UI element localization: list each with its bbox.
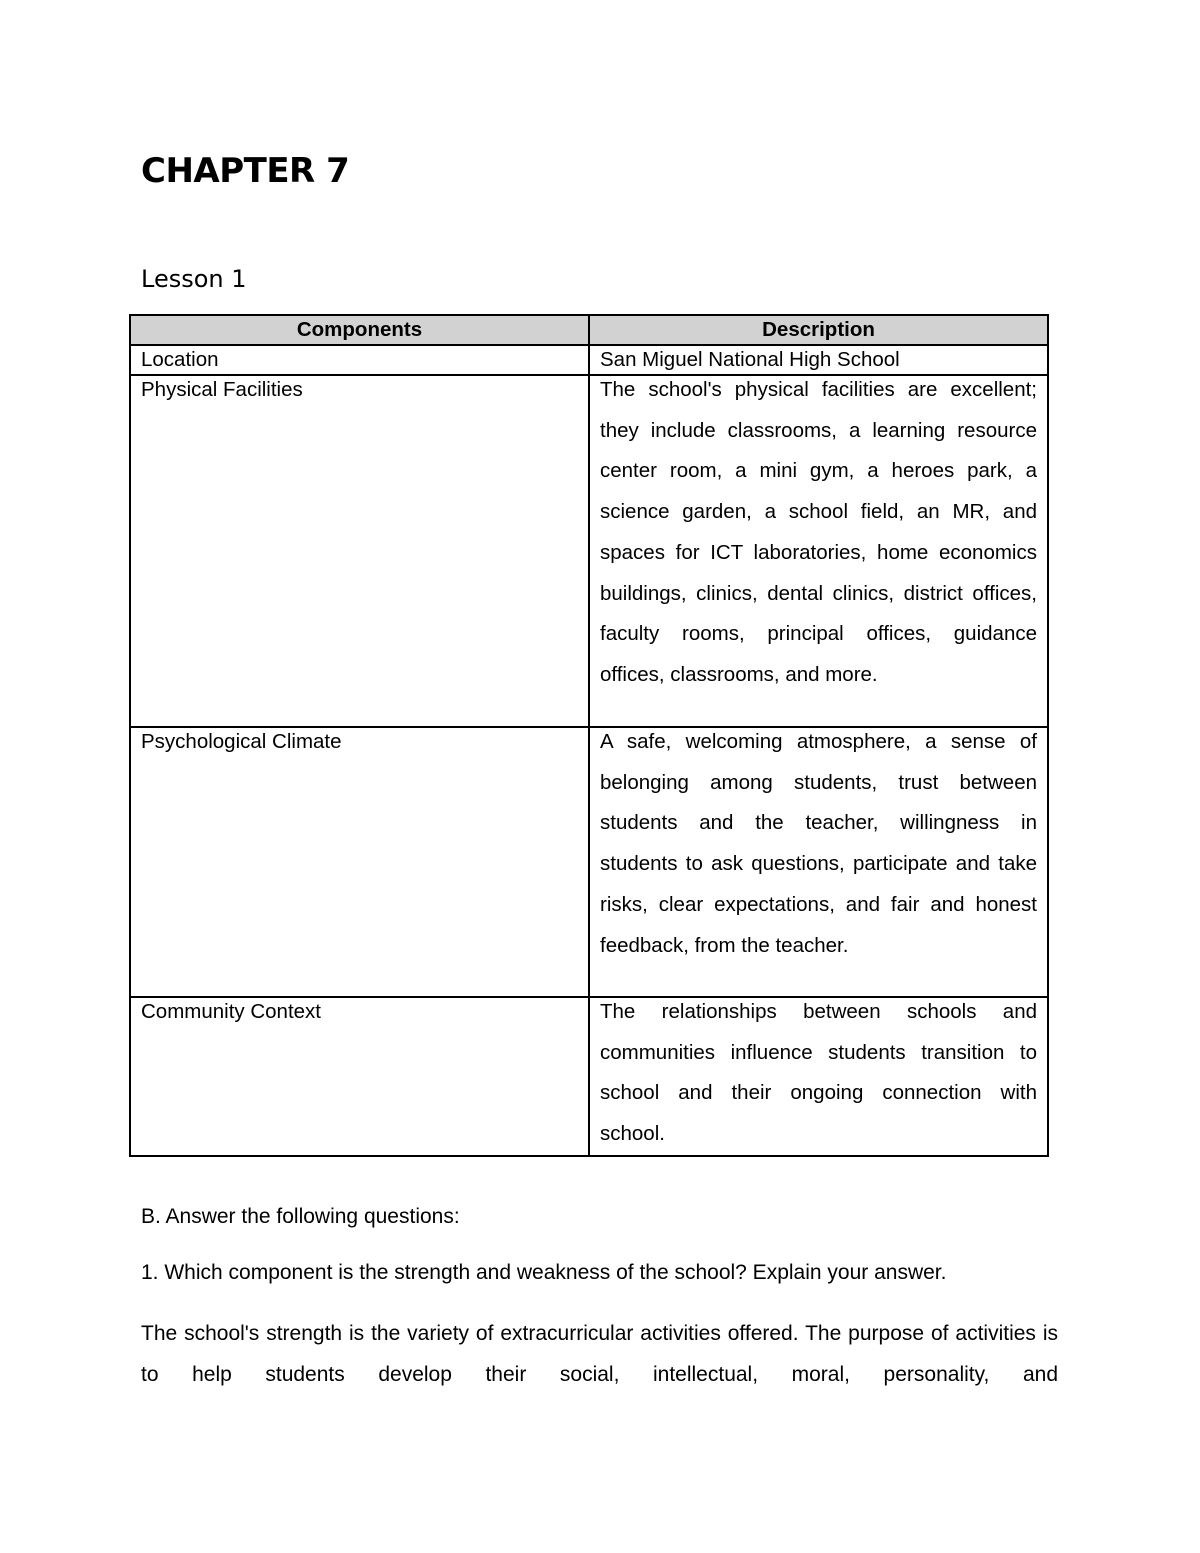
component-cell: Psychological Climate [130,727,589,997]
header-components: Components [130,315,589,345]
header-description: Description [589,315,1048,345]
table-header-row [130,315,1048,345]
component-cell: Location [130,345,589,375]
description-cell [589,727,1048,997]
description-text: A safe, welcoming atmosphere, a sense of belonging among students, trust between students and the teacher, willingness in students to ask questions, participate and take risks, clear expectations, and fair and honest feedback, from the teacher. [600,730,1037,957]
description-text: The school's physical facilities are excellent; they include classrooms, a learning resource center room, a mini gym, a heroes park, a science garden, a school field, an MR, and spaces for ICT laboratories, home economics buildings, clinics, dental clinics, district offices, faculty rooms, principal offices, guidance offices, classrooms, and more. [600,378,1037,686]
description-text: The relationships between schools and communities influence students transition to school and their ongoing connection with school. [600,1000,1037,1146]
description-cell: San Miguel National High School [589,345,1048,375]
chapter-title: CHAPTER 7 [141,151,350,191]
component-cell: Community Context [130,997,589,1156]
table-row [130,727,1048,997]
description-cell [589,375,1048,727]
components-table [129,314,1049,1157]
table-row [130,997,1048,1156]
section-b-heading: B. Answer the following questions: [141,1205,460,1228]
component-cell: Physical Facilities [130,375,589,727]
lesson-title: Lesson 1 [141,265,247,293]
description-cell [589,997,1048,1156]
question-1: 1. Which component is the strength and weakness of the school? Explain your answer. [141,1261,947,1284]
answer-1: The school's strength is the variety of extracurricular activities offered. The purpose of activities is to help students develop their social, intellectual, moral, personality, and [141,1322,1058,1386]
table-row [130,375,1048,727]
